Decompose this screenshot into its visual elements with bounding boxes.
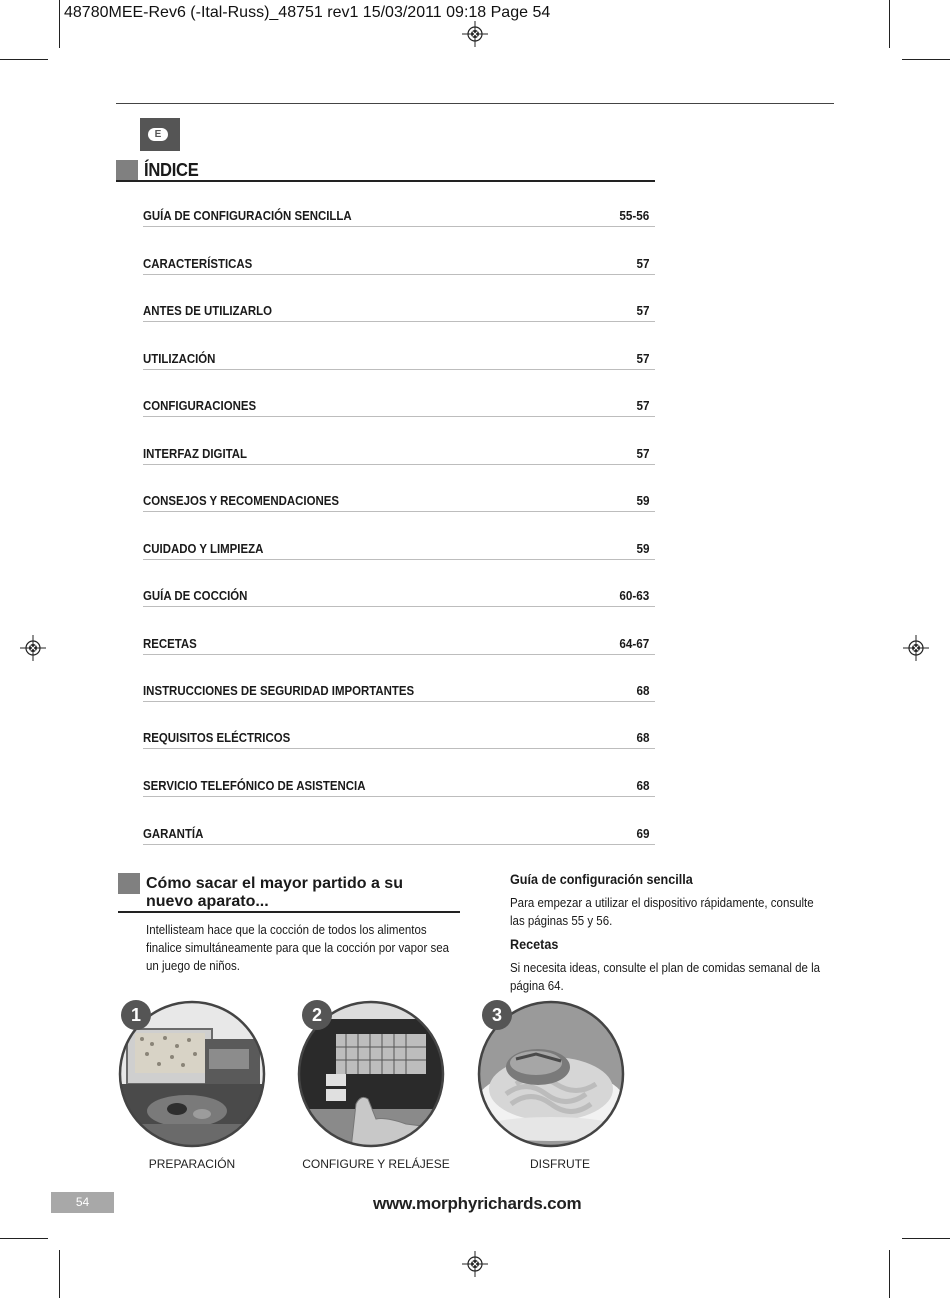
step-caption: DISFRUTE <box>530 1157 590 1171</box>
toc-label: CONSEJOS Y RECOMENDACIONES <box>143 493 340 508</box>
toc-label: CARACTERÍSTICAS <box>143 256 253 271</box>
top-rule <box>116 103 834 104</box>
toc-page: 57 <box>635 351 649 366</box>
toc-row[interactable] <box>143 671 655 702</box>
recipes-heading: Recetas <box>510 936 559 952</box>
toc-row[interactable] <box>143 814 655 845</box>
toc-page: 69 <box>635 826 649 841</box>
toc-row[interactable] <box>143 766 655 797</box>
registration-mark-icon <box>462 21 488 47</box>
step-caption: CONFIGURE Y RELÁJESE <box>302 1157 450 1171</box>
index-title: ÍNDICE <box>144 160 199 180</box>
toc-row[interactable] <box>143 386 655 417</box>
index-rule <box>116 180 655 182</box>
howto-rule <box>118 911 460 913</box>
toc-row[interactable] <box>143 718 655 749</box>
toc-label: INSTRUCCIONES DE SEGURIDAD IMPORTANTES <box>143 683 415 698</box>
language-code: E <box>148 128 168 141</box>
print-slug: 48780MEE-Rev6 (-Ital-Russ)_48751 rev1 15/03/2011 09:18 Page 54 <box>64 4 551 21</box>
crop-mark <box>889 1250 890 1298</box>
crop-mark <box>59 1250 60 1298</box>
crop-mark <box>0 1238 48 1239</box>
step-number-badge: 2 <box>302 1000 332 1030</box>
toc-page: 64-67 <box>619 636 649 651</box>
guide-text: Para empezar a utilizar el dispositivo rápidamente, consulte las páginas 55 y 56. <box>510 896 814 928</box>
toc-label: CONFIGURACIONES <box>143 398 257 413</box>
toc-label: INTERFAZ DIGITAL <box>143 446 248 461</box>
registration-mark-icon <box>462 1251 488 1277</box>
website-link[interactable]: www.morphyrichards.com <box>373 1194 582 1213</box>
toc-row[interactable] <box>143 291 655 322</box>
language-badge <box>140 118 180 151</box>
toc-label: UTILIZACIÓN <box>143 351 216 366</box>
toc-page: 57 <box>635 303 649 318</box>
toc-label: GUÍA DE CONFIGURACIÓN SENCILLA <box>143 208 352 223</box>
toc-label: REQUISITOS ELÉCTRICOS <box>143 730 291 745</box>
toc-page: 59 <box>635 493 649 508</box>
recipes-text: Si necesita ideas, consulte el plan de comidas semanal de la página 64. <box>510 961 821 993</box>
toc-row[interactable] <box>143 244 655 275</box>
toc-label: GUÍA DE COCCIÓN <box>143 588 248 603</box>
crop-mark <box>902 59 950 60</box>
registration-mark-icon <box>903 635 929 661</box>
toc-row[interactable] <box>143 624 655 655</box>
toc-label: CUIDADO Y LIMPIEZA <box>143 541 264 556</box>
step-number-badge: 3 <box>482 1000 512 1030</box>
toc-page: 68 <box>635 778 649 793</box>
toc-row[interactable] <box>143 196 655 227</box>
toc-row[interactable] <box>143 434 655 465</box>
toc-page: 57 <box>635 256 649 271</box>
toc-label: SERVICIO TELEFÓNICO DE ASISTENCIA <box>143 778 366 793</box>
toc-page: 59 <box>635 541 649 556</box>
toc-row[interactable] <box>143 481 655 512</box>
toc-label: GARANTÍA <box>143 826 204 841</box>
toc-page: 57 <box>635 446 649 461</box>
crop-mark <box>0 59 48 60</box>
toc-row[interactable] <box>143 576 655 607</box>
toc-page: 57 <box>635 398 649 413</box>
toc-row[interactable] <box>143 339 655 370</box>
toc-label: ANTES DE UTILIZARLO <box>143 303 273 318</box>
section-marker <box>116 160 138 181</box>
registration-mark-icon <box>20 635 46 661</box>
toc-row[interactable] <box>143 529 655 560</box>
step-caption: PREPARACIÓN <box>148 1157 236 1171</box>
howto-title: Cómo sacar el mayor partido a su nuevo aparato... <box>146 875 403 910</box>
toc-label: RECETAS <box>143 636 197 651</box>
crop-mark <box>902 1238 950 1239</box>
toc-page: 68 <box>635 683 649 698</box>
toc-page: 60-63 <box>619 588 649 603</box>
crop-mark <box>59 0 60 48</box>
toc-page: 55-56 <box>619 208 649 223</box>
page-number: 54 <box>51 1192 114 1213</box>
guide-heading: Guía de configuración sencilla <box>510 871 693 887</box>
section-marker <box>118 873 140 894</box>
howto-text: Intellisteam hace que la cocción de todos los alimentos finalice simultáneamente para que la cocción por vapor sea un juego de niños. <box>146 923 450 973</box>
step-number-badge: 1 <box>121 1000 151 1030</box>
toc-page: 68 <box>635 730 649 745</box>
crop-mark <box>889 0 890 48</box>
